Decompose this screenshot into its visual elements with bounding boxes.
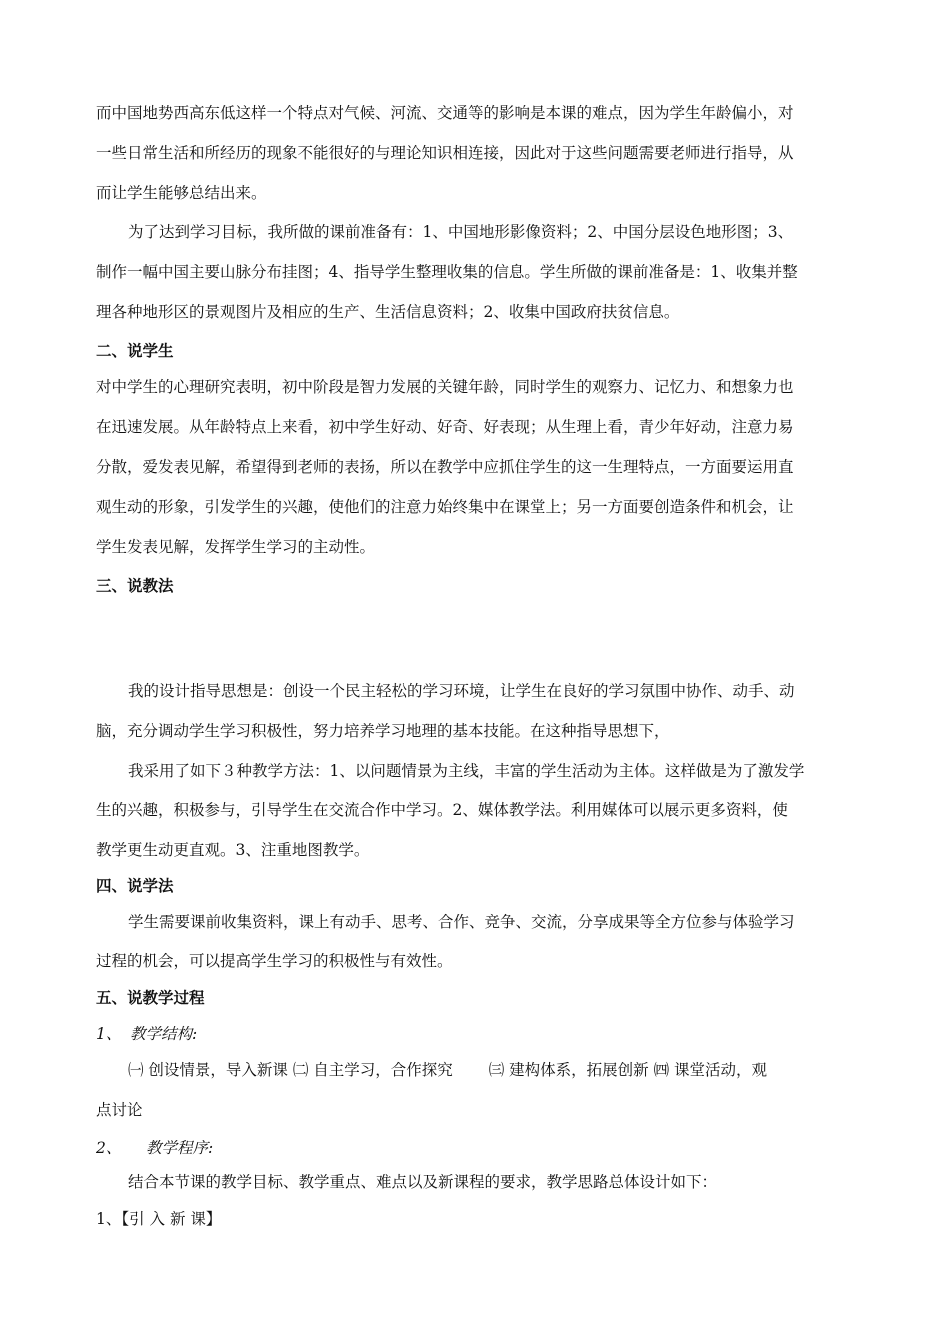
paragraph-line: 生的兴趣，积极参与，引导学生在交流合作中学习。2、媒体教学法。利用媒体可以展示更多资料，使 (96, 801, 788, 819)
paragraph-line: 为了达到学习目标，我所做的课前准备有：1、中国地形影像资料；2、中国分层设色地形图；3、 (128, 223, 794, 241)
paragraph-line: 结合本节课的教学目标、教学重点、难点以及新课程的要求，教学思路总体设计如下： (128, 1173, 718, 1191)
paragraph-line: 而让学生能够总结出来。 (96, 184, 267, 202)
section-heading: 三、说教法 (96, 576, 174, 595)
paragraph-line: 过程的机会，可以提高学生学习的积极性与有效性。 (96, 952, 453, 970)
paragraph-line: 在迅速发展。从年龄特点上来看，初中学生好动、好奇、好表现；从生理上看，青少年好动，注意力易 (96, 418, 794, 436)
paragraph-line: 脑，充分调动学生学习积极性，努力培养学习地理的基本技能。在这种指导思想下， (96, 722, 670, 740)
paragraph-line: 教学更生动更直观。3、注重地图教学。 (96, 841, 370, 859)
paragraph-line: ㈠ 创设情景，导入新课 ㈡ 自主学习，合作探究 ㈢ 建构体系，拓展创新 ㈣ 课堂活动，观 (128, 1061, 767, 1079)
section-heading: 二、说学生 (96, 341, 174, 360)
paragraph-line: 我采用了如下３种教学方法：1、以问题情景为主线，丰富的学生活动为主体。这样做是为了激发学 (128, 762, 805, 780)
section-heading: 五、说教学过程 (96, 988, 205, 1007)
list-item-label: 教学结构: (130, 1025, 198, 1043)
subsection-heading: 1、【引 入 新 课】 (96, 1210, 222, 1228)
section-heading: 四、说学法 (96, 876, 174, 895)
paragraph-line: 点讨论 (96, 1101, 143, 1119)
paragraph-line: 制作一幅中国主要山脉分布挂图；4、指导学生整理收集的信息。学生所做的课前准备是：1、收集并整 (96, 263, 798, 281)
paragraph-line: 一些日常生活和所经历的现象不能很好的与理论知识相连接，因此对于这些问题需要老师进行指导，从 (96, 144, 794, 162)
list-item-number: 2、 (96, 1139, 122, 1157)
paragraph-line: 理各种地形区的景观图片及相应的生产、生活信息资料；2、收集中国政府扶贫信息。 (96, 303, 680, 321)
paragraph-line: 学生需要课前收集资料，课上有动手、思考、合作、竞争、交流，分享成果等全方位参与体验学习 (128, 913, 795, 931)
paragraph-line: 学生发表见解，发挥学生学习的主动性。 (96, 538, 376, 556)
paragraph-line: 而中国地势西高东低这样一个特点对气候、河流、交通等的影响是本课的难点，因为学生年龄偏小，对 (96, 104, 794, 122)
paragraph-line: 我的设计指导思想是：创设一个民主轻松的学习环境，让学生在良好的学习氛围中协作、动手、动 (128, 682, 795, 700)
paragraph-line: 分散，爱发表见解，希望得到老师的表扬，所以在教学中应抓住学生的这一生理特点，一方面要运用直 (96, 458, 794, 476)
list-item-number: 1、 (96, 1025, 122, 1043)
paragraph-line: 观生动的形象，引发学生的兴趣，使他们的注意力始终集中在课堂上；另一方面要创造条件和机会，让 (96, 498, 794, 516)
list-item-label: 教学程序: (146, 1139, 214, 1157)
paragraph-line: 对中学生的心理研究表明，初中阶段是智力发展的关键年龄，同时学生的观察力、记忆力、和想象力也 (96, 378, 794, 396)
